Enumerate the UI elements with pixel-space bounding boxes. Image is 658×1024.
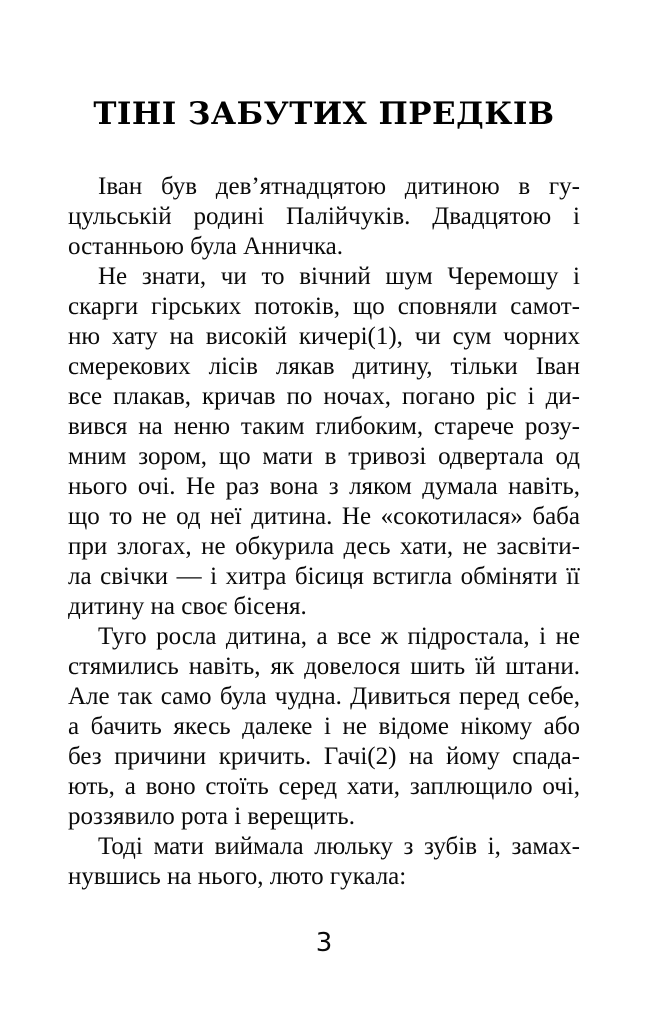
text-line: без причини кричить. Гачі(2) на йому спада- [68,743,580,770]
text-line: ню хату на високій кичері(1), чи сум чорних [68,323,580,350]
text-line: Туго росла дитина, а все ж підростала, і не [98,623,580,650]
text-line: нувшись на нього, люто гукала: [68,863,407,890]
text-line: вився на неню таким глибоким, старече розу- [68,413,580,440]
paragraph [68,172,580,262]
text-line: скарги гірських потоків, що сповняли самот- [68,293,580,320]
text-line: ла свічки — і хитра бісиця встигла обміняти її [68,563,580,590]
text-line: Іван був дев’ятнадцятою дитиною в гу- [98,173,580,200]
text-line: останньою була Анничка. [68,233,343,260]
paragraph [68,262,580,622]
text-line: а бачить якесь далеке і не відоме нікому або [68,713,580,740]
text-line: Не знати, чи то вічний шум Черемошу і [98,263,580,290]
paragraph [68,622,580,832]
chapter-title: ТІНІ ЗАБУТИХ ПРЕДКІВ [93,96,555,132]
text-line: Але так само була чудна. Дивиться перед себе, [68,683,580,710]
text-line: роззявило рота і верещить. [68,803,355,830]
text-line: смерекових лісів лякав дитину, тільки Іван [68,353,580,380]
page-number: 3 [315,928,333,958]
text-line: що то не од неї дитина. Не «сокотилася» баба [68,503,580,530]
text-line: ють, а воно стоїть серед хати, заплющило очі, [68,773,580,800]
text-line: стямились навіть, як довелося шить їй штани. [68,653,580,680]
text-line: все плакав, кричав по ночах, погано ріс і ди- [68,383,580,410]
text-line: Тоді мати виймала люльку з зубів і, замах- [98,833,580,860]
paragraph [68,832,580,892]
text-line: при злогах, не обкурила десь хати, не засвіти- [68,533,580,560]
text-line: цульській родині Палійчуків. Двадцятою і [68,203,580,230]
body-text [68,172,580,892]
text-line: нього очі. Не раз вона з ляком думала навіть, [68,473,580,500]
text-line: дитину на своє бісеня. [68,593,307,620]
text-line: мним зором, що мати в тривозі одвертала од [68,443,580,470]
